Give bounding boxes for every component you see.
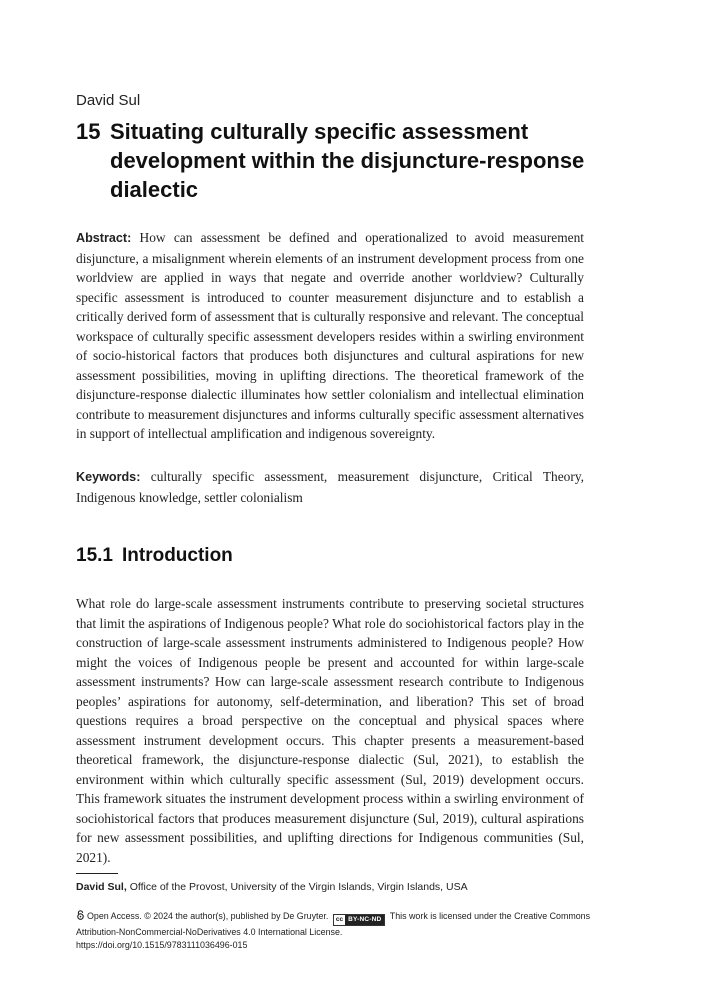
section-number: 15.1 (76, 545, 113, 566)
keywords (76, 467, 584, 507)
keywords-label: Keywords: (76, 470, 141, 484)
license-text: This work is licensed under the Creative Commons Attribution-NonCommercial-NoDerivatives 4.0 International License. (76, 911, 591, 937)
chapter-number: 15 (76, 119, 101, 144)
license-notice (76, 910, 596, 952)
section-title: Introduction (121, 545, 233, 566)
abstract (76, 228, 584, 444)
cc-badge-right: BY-NC-ND (345, 915, 384, 925)
keywords-text: culturally specific assessment, measurement disjuncture, Critical Theory, Indigenous knowledge, settler colonialism (76, 469, 584, 505)
open-access-icon (76, 910, 85, 920)
chapter-author: David Sul (76, 92, 141, 109)
abstract-text: How can assessment be defined and operationalized to avoid measurement disjuncture, a misalignment wherein elements of an instrument development process from one worldview are applied in ways that negate and override another worldview? Culturally specific assessment is introduced to counter measurement disjuncture and to establish a critically derived form of assessment that is culturally responsive and relevant. The conceptual workspace of culturally specific assessment developers resides within a swirling environment of socio-historical factors that produces both disjunctures and cultural aspirations for new assessment possibilities, moving in uplifting directions. The theoretical framework of the disjuncture-response dialectic illuminates how settler colonialism and intellectual elimination contribute to measurement disjunctures and informs culturally specific assessment alternatives in support of intellectual amplification and indigenous sovereignty. (76, 230, 584, 441)
section-body: What role do large-scale assessment instruments contribute to preserving societal structures that limit the aspirations of Indigenous people? What role do sociohistorical factors play in the construction of large-scale assessment instruments administered to Indigenous people? How might the voices of Indigenous people be present and accounted for within large-scale assessment instruments? How can large-scale assessment research contribute to Indigenous peoples’ aspirations for autonomy, self-determination, and liberation? This set of broad questions requires a broad perspective on the conceptual and physical spaces where assessment instrument development occurs. This chapter presents a measurement-based theoretical framework, the disjuncture-response dialectic (Sul, 2021), to establish the environment within which culturally specific assessment (Sul, 2019) development occurs. This framework situates the instrument development process within a swirling environment of sociohistorical factors that produces measurement disjuncture (Sul, 2019), cultural aspirations for new assessment possibilities, and uplifting directions for Indigenous communities (Sul, 2021). (76, 596, 584, 865)
doi-link[interactable]: https://doi.org/10.1515/9783111036496-015 (76, 940, 248, 950)
affiliation-author: David Sul, (76, 881, 127, 893)
chapter-title: Situating culturally specific assessment development within the disjuncture-response dialectic (110, 119, 585, 202)
author-affiliation (76, 881, 468, 893)
footnote-rule (76, 873, 118, 874)
abstract-label: Abstract: (76, 231, 132, 245)
cc-badge-left: cc (335, 916, 344, 923)
open-access-text: Open Access. © 2024 the author(s), published by De Gruyter. (87, 911, 329, 921)
cc-license-badge (333, 914, 386, 926)
affiliation-text: Office of the Provost, University of the Virgin Islands, Virgin Islands, USA (129, 881, 468, 893)
section-heading (76, 545, 233, 567)
